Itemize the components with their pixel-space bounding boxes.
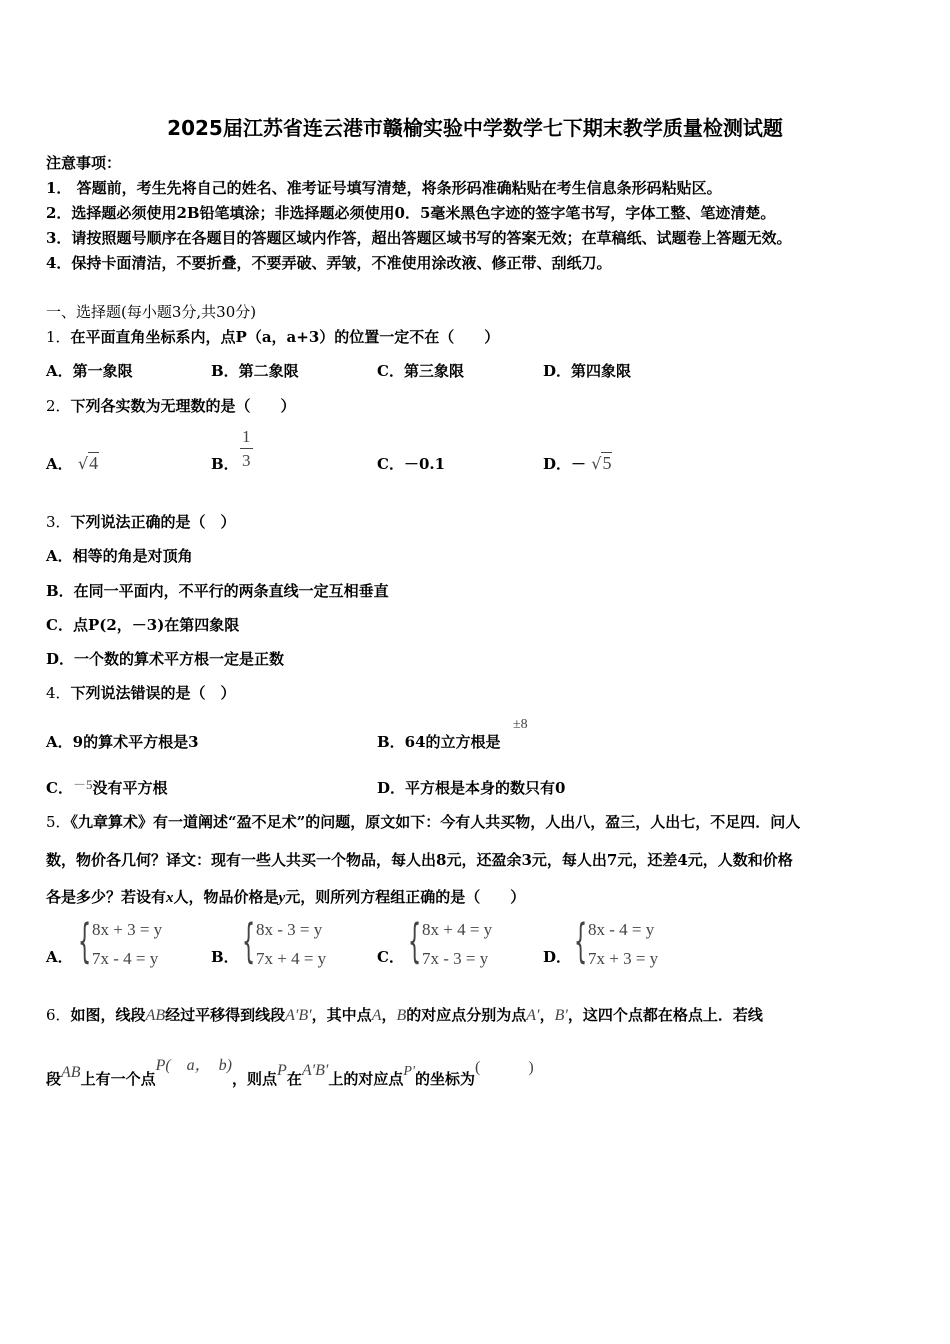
question-number: 4． [46, 684, 71, 702]
text-segment: ， [539, 1006, 555, 1024]
math-minus-5: －5 [72, 777, 93, 792]
equation: 8x - 4 = y [588, 920, 655, 939]
notice-item: 2．选择题必须使用2B铅笔填涂；非选择题必须使用0．5毫米黑色字迹的签字笔书写，字体工整、笔迹清楚。 [46, 204, 776, 222]
equation-system-b: { 8x - 3 = y 7x + 4 = y [242, 914, 327, 968]
math-point-b1: B′ [554, 1007, 568, 1024]
text-segment: 的对应点分别为点 [406, 1006, 527, 1024]
question-3 [46, 511, 236, 532]
fraction-numerator: 1 [240, 428, 253, 449]
option-b: B． [211, 948, 239, 966]
math-point-b: B [396, 1007, 407, 1024]
math-segment-ab: AB [145, 1007, 166, 1024]
section-heading: 一、选择题(每小题3分,共30分) [46, 303, 257, 321]
option-c: C．－0.1 [377, 455, 446, 473]
notice-item: 1． 答题前，考生先将自己的姓名、准考证号填写清楚，将条形码准确粘贴在考生信息条形码粘贴区。 [46, 179, 722, 197]
math-point-p1: P′ [403, 1064, 416, 1079]
equation-system-c: { 8x + 4 = y 7x - 3 = y [408, 914, 493, 968]
variable-x: x [166, 890, 174, 906]
radicand: 4 [89, 453, 99, 473]
option-d: D． [543, 948, 572, 966]
text-segment: ， [381, 1006, 397, 1024]
radicand: 5 [602, 453, 612, 473]
option-a: A．9的算术平方根是3 [46, 733, 199, 751]
question-4 [46, 682, 236, 703]
option-d: D．平方根是本身的数只有0 [377, 779, 566, 797]
text-segment: 上的对应点 [328, 1070, 404, 1088]
question-6 [46, 1004, 763, 1025]
math-segment-ab: AB [61, 1064, 81, 1081]
sqrt-expression: √5 [591, 453, 612, 473]
option-a [46, 453, 99, 474]
question-1 [46, 326, 499, 347]
math-point-a: A [371, 1007, 382, 1024]
option-a: A．相等的角是对顶角 [46, 547, 193, 565]
option-b: B． [211, 455, 239, 473]
option-c: C． [377, 948, 404, 966]
text-segment: 如图，线段 [70, 1006, 146, 1024]
text-segment: ，则点 [232, 1070, 278, 1088]
question-text: 《九章算术》有一道阐述“盈不足术”的问题，原文如下：今有人共买物，人出八，盈三，人出七，不足四．问人 [70, 813, 801, 831]
question-number: 1． [46, 328, 71, 346]
math-segment-a1b1: A′B′ [301, 1062, 329, 1079]
equation: 7x - 4 = y [92, 949, 159, 968]
text-segment: 人，物品价格是 [173, 888, 279, 906]
question-5 [46, 811, 800, 832]
question-number: 3． [46, 513, 71, 531]
option-a: A． [46, 948, 73, 966]
question-text [46, 886, 525, 907]
question-number: 2． [46, 397, 71, 415]
text-segment: 段 [46, 1070, 62, 1088]
option-label: A． [46, 455, 73, 473]
option-c: C．第三象限 [377, 362, 464, 380]
equation: 7x - 3 = y [422, 949, 489, 968]
option-label: C． [46, 779, 73, 797]
fraction-denominator: 3 [242, 451, 251, 470]
option-d: D．一个数的算术平方根一定是正数 [46, 650, 285, 668]
option-a: A．第一象限 [46, 362, 133, 380]
question-text: 下列说法正确的是（ ） [70, 513, 236, 531]
text-segment: 在 [286, 1070, 302, 1088]
option-b: B．在同一平面内，不平行的两条直线一定互相垂直 [46, 582, 389, 600]
equation: 8x + 3 = y [92, 920, 163, 939]
text-segment: 上有一个点 [80, 1070, 156, 1088]
page-title: 2025届江苏省连云港市赣榆实验中学数学七下期末教学质量检测试题 [167, 116, 783, 140]
math-point-a1: A′ [526, 1007, 540, 1024]
text-segment: 经过平移得到线段 [165, 1006, 286, 1024]
text-segment: ，这四个点都在格点上．若线 [567, 1006, 763, 1024]
equation-system-a: { 8x + 3 = y 7x - 4 = y [78, 914, 163, 968]
question-text: 下列说法错误的是（ ） [70, 684, 236, 702]
question-2 [46, 395, 296, 416]
equation: 7x + 4 = y [256, 949, 327, 968]
fraction [240, 428, 253, 470]
option-label: D．－ [543, 455, 587, 473]
sqrt-expression: √4 [77, 453, 99, 473]
question-text: 下列各实数为无理数的是（ ） [70, 397, 296, 415]
text-segment: 各是多少？若设有 [46, 888, 167, 906]
variable-y: y [278, 890, 286, 906]
question-6-line-2 [46, 1057, 534, 1089]
math-point-p: P( a， b) [155, 1057, 233, 1074]
equation-system-d: { 8x - 4 = y 7x + 3 = y [574, 914, 659, 968]
text-segment: ，其中点 [311, 1006, 372, 1024]
option-b: B．第二象限 [211, 362, 299, 380]
question-text: 在平面直角坐标系内，点P（a，a+3）的位置一定不在（ ） [70, 328, 500, 346]
option-d [543, 453, 612, 474]
equation: 7x + 3 = y [588, 949, 659, 968]
option-c: C．点P(2，－3)在第四象限 [46, 616, 240, 634]
equation: 8x - 3 = y [256, 920, 323, 939]
option-d: D．第四象限 [543, 362, 632, 380]
option-text: 没有平方根 [92, 779, 168, 797]
notice-item: 3．请按照题号顺序在各题目的答题区域内作答，超出答题区域书写的答案无效；在草稿纸、试题卷上答题无效。 [46, 229, 792, 247]
math-segment-a1b1: A′B′ [285, 1007, 312, 1024]
math-answer-blank: ( ) [475, 1059, 534, 1076]
text-segment: 元，则所列方程组正确的是（ ） [285, 888, 526, 906]
notice-heading: 注意事项： [46, 154, 122, 172]
notice-item: 4．保持卡面清洁，不要折叠，不要弄破、弄皱，不准使用涂改液、修正带、刮纸刀。 [46, 254, 612, 272]
option-c [46, 777, 167, 798]
question-number: 5． [46, 813, 71, 831]
text-segment: 的坐标为 [415, 1070, 476, 1088]
math-plus-minus-8: ±8 [513, 717, 528, 732]
equation: 8x + 4 = y [422, 920, 493, 939]
question-number: 6． [46, 1006, 71, 1024]
math-point-p: P [277, 1062, 287, 1079]
question-text: 数，物价各几何？译文：现有一些人共买一个物品，每人出8元，还盈余3元，每人出7元，还差4元，人数和价格 [46, 851, 793, 869]
option-b: B．64的立方根是 [377, 733, 501, 751]
